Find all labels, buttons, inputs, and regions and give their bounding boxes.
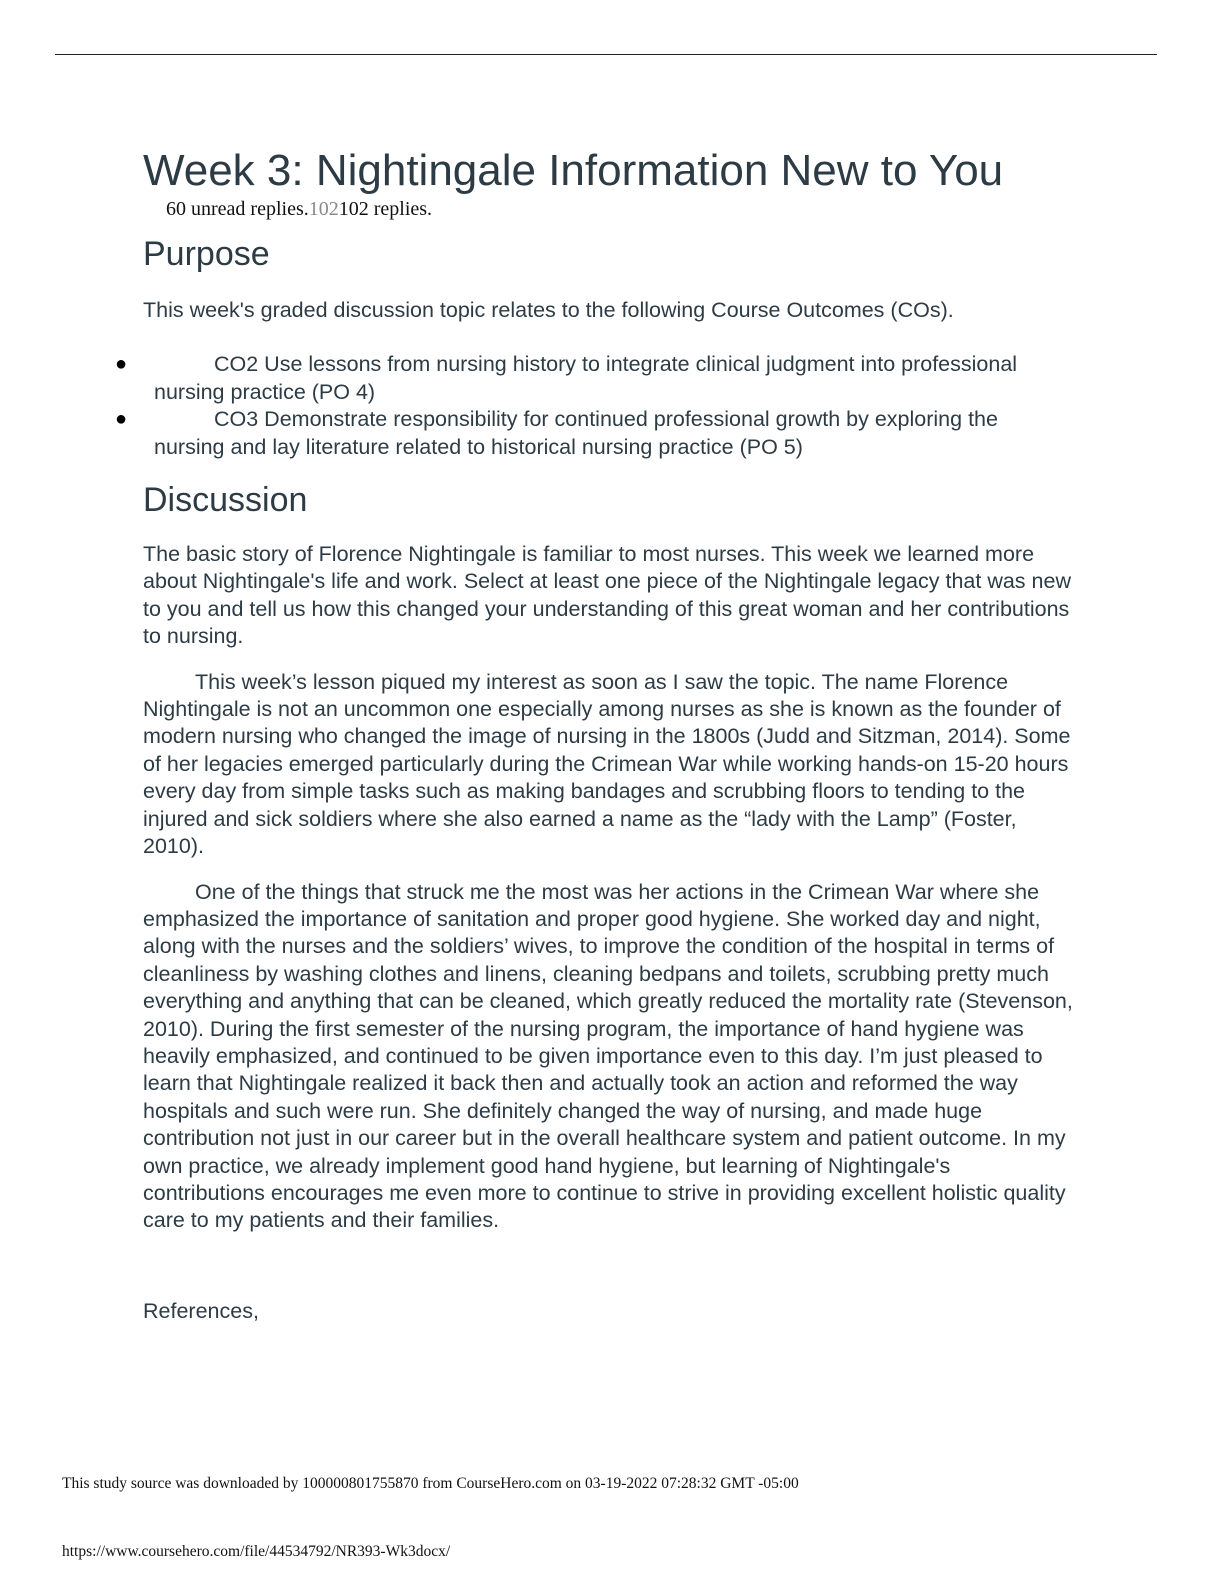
list-item: ● CO2 Use lessons from nursing history to integrate clinical judgment into professional nursing practice (PO 4) — [115, 352, 1018, 404]
source-url: https://www.coursehero.com/file/44534792/NR393-Wk3docx/ — [62, 1543, 451, 1560]
references-label: References, — [143, 1298, 259, 1323]
list-item: ● CO3 Demonstrate responsibility for continued professional growth by exploring the nursing and lay literature related to historical nursing practice (PO 5) — [115, 407, 998, 459]
discussion-prompt: The basic story of Florence Nightingale is familiar to most nurses. This week we learned more about Nightingale's life and work. Select at least one piece of the Nightingale legacy that was new to you and tell us how this changed your understanding of this great woman and her contributions to nursing. — [143, 542, 1071, 649]
unread-replies: 60 unread replies. — [166, 198, 309, 220]
total-replies: 102 replies. — [338, 198, 433, 220]
response-paragraph-2: One of the things that struck me the most was her actions in the Crimean War where she emphasized the importance of sanitation and proper good hygiene. She worked day and night, along with the nurses and the soldiers’ wives, to improve the condition of the hospital in terms of cleanliness by washing clothes and linens, cleaning bedpans and toilets, scrubbing pretty much everything and anything that can be cleaned, which greatly reduced the mortality rate (Stevenson, 2010). During the first semester of the nursing program, the importance of hand hygiene was heavily emphasized, and continued to be given importance even to this day. I’m just pleased to learn that Nightingale realized it back then and actually took an action and reformed the way hospitals and such were run. She definitely changed the way of nursing, and made huge contribution not just in our career but in the overall healthcare system and patient outcome. In my own practice, we already implement good hand hygiene, but learning of Nightingale's contributions encourages me even more to continue to strive in providing excellent holistic quality care to my patients and their families. — [143, 879, 1073, 1233]
page-title: Week 3: Nightingale Information New to You — [143, 146, 1004, 195]
purpose-intro: This week's graded discussion topic relates to the following Course Outcomes (COs). — [143, 298, 954, 322]
outcomes-list — [115, 351, 1073, 461]
purpose-heading: Purpose — [143, 235, 270, 273]
reply-count-badge: 102 — [308, 198, 339, 220]
document-body — [115, 145, 1073, 1325]
top-divider — [55, 54, 1157, 55]
bullet-icon: ● — [115, 408, 128, 431]
download-notice: This study source was downloaded by 100000801755870 from CourseHero.com on 03-19-2022 07:28:32 GMT -05:00 — [62, 1475, 799, 1492]
response-paragraph-1: This week’s lesson piqued my interest as soon as I saw the topic. The name Florence Nightingale is not an uncommon one especially among nurses as she is known as the founder of modern nursing who changed the image of nursing in the 1800s (Judd and Sitzman, 2014). Some of her legacies emerged particularly during the Crimean War while working hands-on 15-20 hours every day from simple tasks such as making bandages and scrubbing floors to tending to the injured and sick soldiers where she also earned a name as the “lady with the Lamp” (Foster, 2010). — [143, 669, 1071, 859]
reply-counts — [166, 197, 1073, 221]
bullet-icon: ● — [115, 353, 128, 376]
discussion-heading: Discussion — [143, 481, 308, 520]
